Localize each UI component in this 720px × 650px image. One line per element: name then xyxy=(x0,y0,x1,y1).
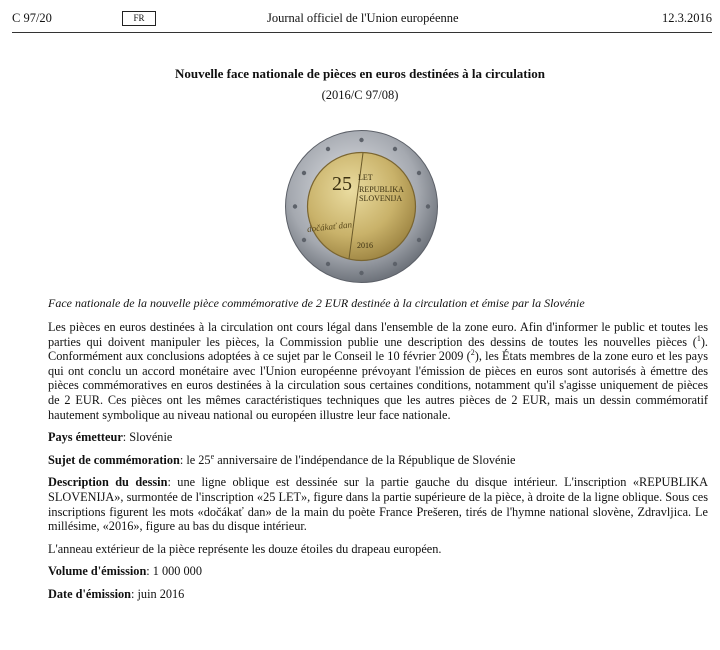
coin-caption: Face nationale de la nouvelle pièce commémorative de 2 EUR destinée à la circulation et émise par la Slovénie xyxy=(48,296,585,310)
journal-code: C 97/20 xyxy=(12,11,52,25)
coin-text-republika: REPUBLIKA xyxy=(359,185,404,194)
coin-star xyxy=(426,204,430,208)
sujet-value-post: anniversaire de l'indépendance de la République de Slovénie xyxy=(214,452,516,467)
description-value: une ligne oblique est dessinée sur la partie gauche du disque intérieur. L'inscription «REPUBLIKA SLOVENIJA», surmontée de l'inscription «25 LET», figure dans la partie supérieure de la pièce, à droite de la ligne oblique. Sous ces inscriptions figurent les mots «dočákať dan» de la main du poète France Prešeren, tirés de l'hymne national slovène, Zdravljica. Le millésime, «2016», figure au bas du disque intérieur. xyxy=(48,475,708,534)
sujet-label: Sujet de commémoration xyxy=(48,452,180,467)
intro-paragraph xyxy=(48,320,708,422)
language-badge: FR xyxy=(122,11,156,26)
coin-text-let: LET xyxy=(358,173,373,182)
footnote-2: 2 xyxy=(470,348,475,358)
date-emission: Date d'émission: juin 2016 xyxy=(48,586,185,601)
coin-text-value: 25 xyxy=(332,173,352,195)
volume-label: Volume d'émission xyxy=(48,564,147,579)
coin-star xyxy=(302,171,306,175)
page-title: Nouvelle face nationale de pièces en euros destinées à la circulation xyxy=(175,66,545,81)
page-header xyxy=(12,8,712,32)
coin-star xyxy=(393,262,397,266)
publication-date: 12.3.2016 xyxy=(662,11,712,25)
coin-star xyxy=(417,238,421,242)
coin-image xyxy=(285,130,438,283)
intro-part-2: ). Conformément aux conclusions adoptées à ce sujet par le Conseil le 10 février 2009 ( xyxy=(48,334,708,364)
coin-text-year: 2016 xyxy=(357,241,373,250)
header-divider xyxy=(12,32,712,33)
anneau-paragraph: L'anneau extérieur de la pièce représente les douze étoiles du drapeau européen. xyxy=(48,541,442,556)
coin-text-slovenija: SLOVENIJA xyxy=(359,194,403,203)
coin-star xyxy=(417,171,421,175)
coin-star xyxy=(293,204,297,208)
pays-label: Pays émetteur xyxy=(48,430,123,445)
coin-star xyxy=(302,238,306,242)
sujet-commemoration: Sujet de commémoration: le 25e anniversaire de l'indépendance de la République de Slovénie xyxy=(48,451,516,467)
journal-title: Journal officiel de l'Union européenne xyxy=(267,11,459,25)
pays-emetteur: Pays émetteur: Slovénie xyxy=(48,430,173,445)
sujet-superscript: e xyxy=(210,451,215,461)
date-emission-label: Date d'émission xyxy=(48,586,132,601)
document-reference: (2016/C 97/08) xyxy=(321,88,399,102)
pays-value: Slovénie xyxy=(129,430,173,445)
description-dessin: Description du dessin: une ligne oblique est dessinée sur la partie gauche du disque intérieur. L'inscription «REPUBLIKA SLOVENIJA», surmontée de l'inscription «25 LET», figure dans la partie supérieure de la pièce, à droite de la ligne oblique. Sous ces inscriptions figurent les mots «dočákať dan» de la main du poète France Prešeren, tirés de l'hymne national slovène, Zdravljica. Le millésime, «2016», figure au bas du disque intérieur. xyxy=(48,475,708,534)
description-label: Description du dessin xyxy=(48,475,168,490)
volume-value: 1 000 000 xyxy=(152,564,202,579)
sujet-value-pre: le 25 xyxy=(186,452,211,467)
coin-text-script: dočákať dan xyxy=(306,219,353,234)
document-body xyxy=(48,320,708,610)
coin-star xyxy=(326,147,330,151)
volume-emission: Volume d'émission: 1 000 000 xyxy=(48,564,202,579)
coin-star xyxy=(359,138,363,142)
footnote-1: 1 xyxy=(696,333,701,343)
intro-part-1: Les pièces en euros destinées à la circulation ont cours légal dans l'ensemble de la zone euro. Afin d'informer le public et toutes les parties qui doivent manipuler les pièces, la Commission publie une description des dessins de toutes les nouvelles pièces ( xyxy=(48,320,708,349)
date-emission-value: juin 2016 xyxy=(137,586,185,601)
coin-star xyxy=(393,147,397,151)
coin-star xyxy=(326,262,330,266)
coin-star xyxy=(359,271,363,275)
intro-part-3: ), les États membres de la zone euro et les pays qui ont conclu un accord monétaire avec l'Union européenne prévoyant l'émission de pièces en euros sont autorisés à émettre des pièces commémoratives en euros destinées à la circulation sous certaines conditions, notamment qu'il s'agisse uniquement de pièces de 2 EUR. Ces pièces ont les mêmes caractéristiques techniques que les autres pièces de 2 EUR, mais un dessin commémoratif hautement symbolique au niveau national ou européen illustre leur face nationale. xyxy=(48,349,709,422)
